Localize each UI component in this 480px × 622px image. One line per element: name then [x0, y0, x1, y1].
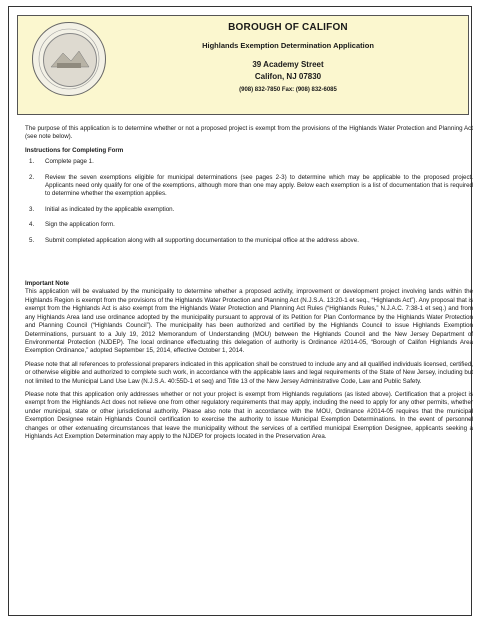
- intro-paragraph: The purpose of this application is to determine whether or not a proposed project is exempt from the provisions of the Highlands Water Protection and Planning Act (see note below).: [25, 125, 473, 141]
- street-address: 39 Academy Street: [252, 60, 324, 69]
- instructions-list: [25, 158, 473, 245]
- note-paragraph-3: Please note that this application only addresses whether or not your project is exempt from Highlands regulations (as listed above). Certification that a project is exempt from the Highlands Act does not relieve one from other regulatory requirements that may apply, including the need to apply for any other permits, whether under municipal, state or other jurisdictional authority. Please also note that in accordance with the MOU, Ordinance #2014-05 requires that the municipal Exemption Designee retain Highlands Council certification to exercise the authority to issue Municipal Exemption Determinations. In the event of personnel changes or other extenuating circumstances that leave the municipality without the services of a certified municipal Exemption Designee, applicants seeking a Highlands Act Exemption Determination may apply to the NJDEP for projects located in the Preservation Area.: [25, 390, 473, 440]
- list-item: 3. Initial as indicated by the applicable exemption.: [29, 205, 175, 213]
- city-address: Califon, NJ 07830: [254, 72, 322, 81]
- instructions-heading: Instructions for Completing Form: [25, 146, 124, 154]
- letterhead: [17, 15, 469, 115]
- note-paragraph-2: Please note that all references to professional preparers indicated in this application shall be construed to include any and all qualified individuals licensed, certified, or otherwise eligible and authorized to complete such work, in accordance with the applicable laws and legal requirements of the State of New Jersey, including but not limited to the Municipal Land Use Law (N.J.S.A. 40:55D-1 et seq) and Title 13 of the New Jersey Administrative Code, Law and Public Safety.: [25, 360, 473, 385]
- list-item: 4. Sign the application form.: [29, 221, 115, 229]
- note-paragraph-1: This application will be evaluated by the municipality to determine whether a proposed activity, improvement or development project involving lands within the Highlands Region is exempt from the provisions of the Highlands Water Protection and Planning Act (N.J.S.A. 13:20-1 et seq., “Highlands Act”). Any proposal that is exempt from the Highlands Act is also exempt from the Highlands Water Protection and Planning Act Rules (“Highlands Rules,” N.J.A.C. 7:38-1 et seq.) and from any Highlands Area land use ordinance adopted by the municipality pursuant to approval of its Petition for Plan Conformance by the Highlands Water Protection and Planning Council (“Highlands Council”). The municipality has been authorized and certified by the Highlands Council to issue Highlands Exemption Determinations, pursuant to a July 19, 2012 Memorandum of Understanding (MOU) between the Highlands Council and the New Jersey Department of Environmental Protection (NJDEP). The local ordinance effectuating this delegation of authority is Ordinance #2014-05, “Borough of Califon Highlands Area Exemption Ordinance,” adopted September 15, 2014, effective October 1, 2014.: [25, 288, 473, 355]
- list-item: 5. Submit completed application along with all supporting documentation to the municipal office at the address above.: [29, 236, 359, 244]
- list-item: 2. Review the seven exemptions eligible for municipal determinations (see pages 2-3) to determine which may be applicable to the proposed project. Applicants need only qualify for one of the exemptions, although more than one may apply. Below each exemption is a list of documentation that is required to determine whether the exemption applies.: [29, 173, 473, 198]
- form-subtitle: Highlands Exemption Determination Application: [202, 41, 374, 50]
- document-body: [25, 125, 473, 446]
- seal-ring-icon: [33, 23, 105, 95]
- important-note-heading: Important Note: [25, 280, 69, 288]
- spacer: [25, 252, 473, 276]
- borough-title: BOROUGH OF CALIFON: [228, 22, 348, 33]
- phone-fax: (908) 832-7850 Fax: (908) 832-6085: [239, 87, 337, 93]
- borough-seal: [32, 22, 106, 96]
- list-item: 1. Complete page 1.: [29, 158, 94, 166]
- document-page: [8, 6, 472, 616]
